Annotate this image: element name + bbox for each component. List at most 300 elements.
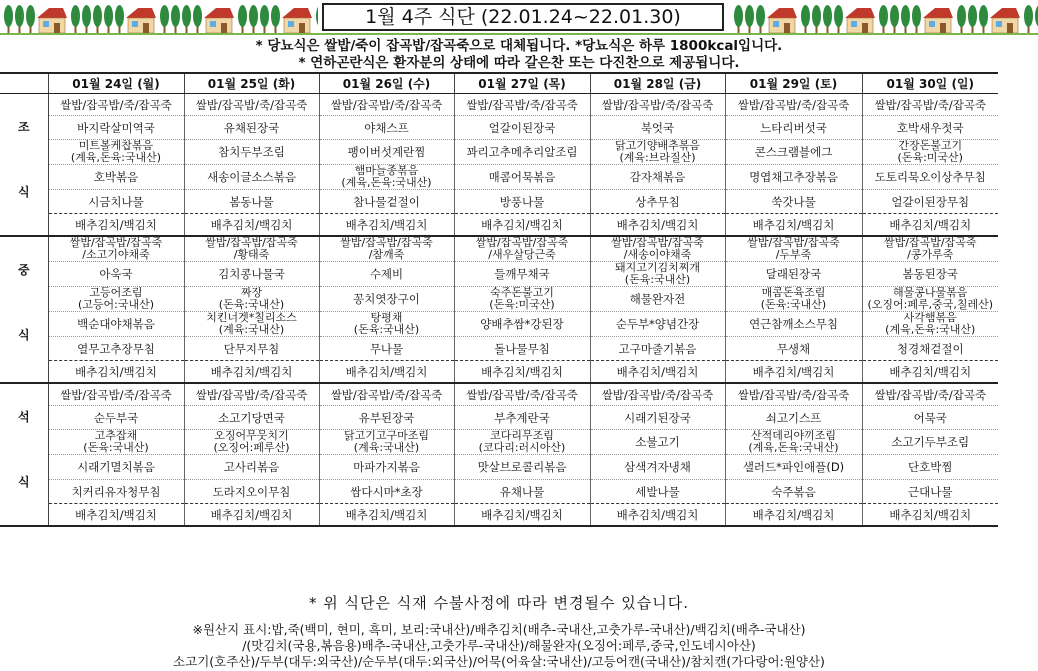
dish-name: 배추김치/백김치	[345, 507, 428, 522]
tree-icon	[756, 5, 765, 33]
tree-icon	[115, 5, 124, 33]
menu-cell	[454, 312, 590, 337]
dish-name: 감자채볶음	[629, 170, 686, 184]
dish-name: 배추김치/백김치	[75, 217, 157, 232]
menu-cell	[725, 312, 862, 337]
dish-name: 시래기된장국	[624, 410, 691, 425]
diabetes-notice: * 당뇨식은 쌀밥/죽이 잡곡밥/잡곡죽으로 대체됩니다. *당뇨식은 하루 1800kcal입니다.	[255, 38, 783, 54]
dish-name: 쌈다시마*초장	[350, 484, 423, 499]
dish-name: 쌀밥/잡곡밥/죽/잡곡죽	[195, 387, 308, 402]
menu-cell	[725, 455, 862, 480]
tree-icon	[1024, 5, 1033, 33]
menu-cell	[862, 455, 998, 480]
menu-cell	[862, 312, 998, 337]
dish-name: 배추김치/백김치	[616, 364, 699, 379]
tree-icon	[238, 5, 247, 33]
menu-cell	[725, 406, 862, 430]
dish-name: 쌀밥/잡곡밥/죽/잡곡죽	[601, 387, 714, 402]
meal-label-bottom: 식	[17, 475, 30, 489]
menu-cell	[319, 312, 454, 337]
dish-name: 햄마늘종볶음	[354, 164, 419, 177]
menu-cell	[184, 312, 319, 337]
village-decoration-left	[0, 2, 318, 34]
menu-cell	[590, 337, 725, 361]
dish-name: 쌀밥/잡곡밥/죽/잡곡죽	[330, 97, 443, 112]
dish-name: 쌀밥/잡곡밥/죽/잡곡죽	[60, 97, 172, 112]
dish-name: 삼색겨자냉채	[624, 460, 691, 474]
day-header: 01월 28일 (금)	[590, 73, 725, 94]
dish-name: 꽈리고추메추리알조림	[466, 145, 578, 159]
dish-name: 꽁치엿장구이	[353, 292, 420, 306]
dish-name: 부추계란국	[494, 410, 550, 425]
tree-icon	[879, 5, 888, 33]
dish-name: 간장돈불고기	[898, 139, 963, 152]
dish-origin: (계육:브라질산)	[619, 151, 696, 164]
menu-cell	[319, 480, 454, 504]
menu-cell	[454, 165, 590, 190]
dish-name: 열무고추장무침	[77, 341, 155, 356]
menu-row	[0, 455, 998, 480]
dish-name: 도토리묵오이상추무침	[874, 170, 986, 184]
dish-name: 고구마줄기볶음	[618, 341, 697, 356]
menu-row	[0, 116, 998, 140]
menu-cell	[319, 214, 454, 237]
menu-cell	[48, 455, 184, 480]
menu-cell	[184, 140, 319, 165]
dish-origin: /황태죽	[233, 248, 270, 261]
menu-cell	[862, 94, 998, 116]
menu-cell	[48, 190, 184, 214]
dish-name: 배추김치/백김치	[210, 217, 293, 232]
dish-name: 쌀밥/잡곡밥/죽/잡곡죽	[601, 97, 714, 112]
house-icon	[767, 8, 797, 33]
menu-cell	[862, 361, 998, 384]
tree-icon	[260, 5, 269, 33]
dish-name: 얼갈이된장무침	[891, 194, 970, 209]
menu-cell	[862, 287, 998, 312]
dish-name: 쌀밥/잡곡밥/죽/잡곡죽	[195, 97, 308, 112]
menu-cell	[319, 140, 454, 165]
menu-cell	[319, 383, 454, 406]
tree-icon	[316, 5, 318, 33]
dish-name: 해물완자전	[629, 292, 686, 306]
dish-name: 아욱국	[99, 267, 133, 281]
menu-cell	[725, 165, 862, 190]
dish-name: 청경채겉절이	[896, 341, 964, 356]
tree-icon	[801, 5, 810, 33]
menu-cell	[454, 140, 590, 165]
dish-name: 쌀밥/잡곡밥/잡곡죽	[340, 236, 433, 249]
dish-origin: (돈육:국내산)	[353, 323, 420, 336]
menu-cell	[319, 430, 454, 455]
dish-name: 단무지무침	[223, 341, 280, 356]
dish-origin: /두부죽	[775, 248, 812, 261]
day-header: 01월 30일 (일)	[862, 73, 998, 94]
dish-name: 순두부*양념간장	[615, 317, 700, 331]
menu-cell	[862, 480, 998, 504]
house-icon	[845, 8, 875, 33]
meal-label	[0, 94, 48, 237]
menu-body	[0, 94, 998, 527]
menu-cell	[48, 262, 184, 287]
dish-origin: (계육,돈육:국내산)	[341, 176, 432, 189]
dish-name: 쌀밥/잡곡밥/죽/잡곡죽	[330, 387, 443, 402]
menu-cell	[590, 262, 725, 287]
tree-icon	[171, 5, 180, 33]
menu-cell	[184, 430, 319, 455]
menu-cell	[454, 94, 590, 116]
menu-cell	[725, 504, 862, 527]
menu-cell	[725, 214, 862, 237]
dish-origin: (계육:국내산)	[353, 441, 420, 454]
origin-line: ※원산지 표시:밥,죽(백미, 현미, 흑미, 보리:국내산)/배추김치(배추-국내산,고춧가루-국내산)/백김치(배추-국내산)	[192, 622, 806, 637]
menu-cell	[184, 116, 319, 140]
dish-name: 배추김치/백김치	[616, 507, 699, 522]
dish-name: 닭고기양배추볶음	[614, 139, 700, 152]
menu-row	[0, 406, 998, 430]
menu-cell	[319, 236, 454, 262]
meal-label-top: 석	[17, 410, 30, 424]
page-title: 1월 4주 식단 (22.01.24~22.01.30)	[322, 3, 724, 31]
grass-line	[0, 33, 1038, 35]
menu-row	[0, 337, 998, 361]
dish-name: 시금치나물	[88, 194, 144, 209]
dish-name: 백순대야채볶음	[77, 317, 155, 331]
dish-name: 바지락살미역국	[77, 120, 155, 135]
dish-name: 양배추쌈*강된장	[480, 317, 564, 331]
dish-name: 매콤돈육조림	[761, 286, 826, 299]
menu-cell	[319, 455, 454, 480]
menu-cell	[454, 383, 590, 406]
tree-icon	[890, 5, 899, 33]
dish-name: 봄동된장국	[902, 267, 959, 281]
menu-cell	[48, 480, 184, 504]
menu-cell	[454, 406, 590, 430]
menu-cell	[184, 94, 319, 116]
dish-name: 쑥갓나물	[771, 194, 816, 209]
house-icon	[923, 8, 953, 33]
menu-cell	[590, 140, 725, 165]
house-icon	[204, 8, 234, 33]
change-notice: * 위 식단은 식재 수불사정에 따라 변경될수 있습니다.	[309, 594, 689, 612]
menu-cell	[48, 361, 184, 384]
dish-name: 얼갈이된장국	[488, 120, 556, 135]
dish-origin: (계육,돈육:국내산)	[70, 151, 162, 164]
dysphagia-notice: * 연하곤란식은 환자분의 상태에 따라 갈은찬 또는 다진찬으로 제공됩니다.	[298, 55, 740, 71]
dish-name: 쌀밥/잡곡밥/죽/잡곡죽	[60, 387, 172, 402]
menu-cell	[862, 116, 998, 140]
dish-name: 유채된장국	[223, 120, 280, 135]
day-header: 01월 29일 (토)	[725, 73, 862, 94]
origin-line: 소고기(호주산)/두부(대두:외국산)/순두부(대두:외국산)/어묵(어육살:국내산)/고등어캔(국내산)/참치캔(가다랑어:원양산)	[173, 654, 825, 669]
menu-cell	[48, 165, 184, 190]
tree-icon	[4, 5, 13, 33]
dish-name: 고등어조림	[89, 286, 143, 299]
menu-cell	[590, 236, 725, 262]
menu-cell	[725, 236, 862, 262]
menu-cell	[48, 287, 184, 312]
dish-name: 닭고기고구마조림	[343, 429, 429, 442]
dish-name: 오징어무뭇치기	[214, 429, 289, 442]
dish-origin: (오징어:페루,중국,칠레산)	[867, 298, 994, 311]
origin-line: /(맛김치(국용,볶음용)배추-국내산,고춧가루-국내산)/해물완자(오징어:페루,중국,인도네시아산)	[242, 638, 756, 653]
dish-origin: /새우살당근죽	[488, 248, 556, 261]
menu-cell	[48, 214, 184, 237]
meal-label	[0, 383, 48, 526]
tree-icon	[104, 5, 113, 33]
dish-name: 콘스크램블에그	[754, 145, 833, 159]
dish-name: 순두부국	[93, 410, 139, 425]
tree-icon	[901, 5, 910, 33]
dish-name: 배추김치/백김치	[481, 364, 563, 379]
dish-name: 북엇국	[640, 120, 675, 135]
menu-cell	[454, 337, 590, 361]
dish-name: 배추김치/백김치	[481, 217, 563, 232]
menu-cell	[590, 406, 725, 430]
dish-name: 쌀밥/잡곡밥/잡곡죽	[69, 236, 163, 249]
menu-row	[0, 140, 998, 165]
dish-name: 배추김치/백김치	[752, 507, 835, 522]
menu-cell	[862, 262, 998, 287]
menu-cell	[590, 430, 725, 455]
dish-origin: (코다리:러시아산)	[478, 441, 566, 454]
menu-row	[0, 236, 998, 262]
menu-cell	[454, 480, 590, 504]
menu-cell	[454, 361, 590, 384]
menu-cell	[862, 214, 998, 237]
dish-name: 쌀밥/잡곡밥/죽/잡곡죽	[737, 97, 850, 112]
header-banner	[0, 0, 1038, 36]
dish-name: 배추김치/백김치	[752, 217, 835, 232]
day-header: 01월 25일 (화)	[184, 73, 319, 94]
tree-icon	[82, 5, 91, 33]
menu-cell	[590, 190, 725, 214]
dish-name: 배추김치/백김치	[481, 507, 563, 522]
menu-cell	[184, 383, 319, 406]
menu-cell	[48, 430, 184, 455]
dish-origin: (고등어:국내산)	[77, 298, 155, 311]
dish-origin: (돈육:국내산)	[218, 298, 285, 311]
corner-cell	[0, 73, 48, 94]
menu-cell	[319, 361, 454, 384]
dish-name: 느타리버섯국	[760, 120, 827, 135]
dish-name: 쌀밥/잡곡밥/죽/잡곡죽	[466, 387, 578, 402]
menu-cell	[184, 337, 319, 361]
tree-icon	[71, 5, 80, 33]
tree-icon	[968, 5, 977, 33]
menu-cell	[590, 165, 725, 190]
menu-cell	[319, 287, 454, 312]
menu-cell	[48, 312, 184, 337]
menu-row	[0, 504, 998, 527]
meal-label	[0, 236, 48, 383]
dish-name: 시래기멸치볶음	[77, 460, 155, 474]
menu-cell	[319, 94, 454, 116]
menu-cell	[48, 383, 184, 406]
menu-cell	[184, 165, 319, 190]
tree-icon	[912, 5, 921, 33]
dish-origin: (오징어:페루산)	[213, 441, 290, 454]
menu-cell	[454, 116, 590, 140]
dish-name: 사각햄볶음	[903, 311, 957, 324]
dish-name: 어묵국	[913, 410, 947, 425]
dish-origin: /참깨죽	[368, 248, 405, 261]
dish-name: 연근참깨소스무침	[749, 317, 838, 331]
dish-name: 세발나물	[635, 484, 680, 499]
tree-icon	[271, 5, 280, 33]
menu-cell	[48, 236, 184, 262]
dish-name: 쇠고기스프	[765, 410, 822, 425]
dish-name: 호박볶음	[93, 170, 139, 184]
day-header: 01월 24일 (월)	[48, 73, 184, 94]
menu-cell	[590, 455, 725, 480]
tree-icon	[823, 5, 832, 33]
menu-cell	[590, 480, 725, 504]
menu-cell	[725, 94, 862, 116]
menu-row	[0, 214, 998, 237]
menu-cell	[184, 190, 319, 214]
dish-name: 배추김치/백김치	[616, 217, 699, 232]
meal-label-top: 중	[17, 263, 30, 277]
menu-cell	[590, 94, 725, 116]
dish-name: 쌀밥/잡곡밥/죽/잡곡죽	[874, 387, 987, 402]
dish-name: 쌀밥/잡곡밥/죽/잡곡죽	[874, 97, 987, 112]
menu-cell	[319, 116, 454, 140]
day-header-row	[0, 73, 998, 94]
menu-cell	[48, 116, 184, 140]
menu-row	[0, 94, 998, 116]
menu-cell	[184, 287, 319, 312]
dish-origin: (돈육:미국산)	[489, 298, 555, 311]
weekly-menu-table	[0, 72, 998, 527]
tree-icon	[734, 5, 743, 33]
dish-name: 유채나물	[499, 484, 545, 499]
dish-name: 배추김치/백김치	[75, 364, 157, 379]
menu-row	[0, 312, 998, 337]
menu-cell	[725, 190, 862, 214]
menu-cell	[454, 214, 590, 237]
menu-cell	[590, 312, 725, 337]
day-header: 01월 26일 (수)	[319, 73, 454, 94]
menu-cell	[454, 287, 590, 312]
dish-name: 짜장	[240, 286, 263, 299]
menu-cell	[725, 116, 862, 140]
dish-name: 쌀밥/잡곡밥/잡곡죽	[205, 236, 298, 249]
menu-row	[0, 262, 998, 287]
menu-cell	[454, 430, 590, 455]
dish-name: 맛살브로콜리볶음	[477, 460, 567, 474]
dish-name: 봄동나물	[229, 194, 274, 209]
tree-icon	[957, 5, 966, 33]
menu-cell	[725, 430, 862, 455]
dish-name: 참치두부조림	[218, 145, 285, 159]
dish-name: 수제비	[369, 267, 404, 281]
menu-cell	[184, 480, 319, 504]
dish-name: 배추김치/백김치	[75, 507, 157, 522]
menu-cell	[454, 455, 590, 480]
dish-name: 도라지오이무침	[212, 484, 291, 499]
menu-cell	[454, 190, 590, 214]
menu-cell	[319, 190, 454, 214]
dish-name: 배추김치/백김치	[889, 507, 972, 522]
house-icon	[126, 8, 156, 33]
menu-cell	[862, 383, 998, 406]
menu-cell	[862, 190, 998, 214]
dish-name: 쌀밥/잡곡밥/잡곡죽	[884, 236, 977, 249]
dish-name: 명엽채고추장볶음	[749, 170, 838, 184]
tree-icon	[979, 5, 988, 33]
dish-origin: /소고기야채죽	[82, 248, 150, 261]
menu-cell	[590, 214, 725, 237]
dish-name: 쌀밥/잡곡밥/잡곡죽	[475, 236, 569, 249]
menu-row	[0, 430, 998, 455]
menu-cell	[319, 337, 454, 361]
menu-cell	[48, 94, 184, 116]
menu-cell	[862, 337, 998, 361]
dish-name: 들깨무채국	[494, 267, 550, 281]
menu-cell	[184, 504, 319, 527]
dish-name: 배추김치/백김치	[752, 364, 835, 379]
menu-row	[0, 165, 998, 190]
dish-name: 탕평채	[370, 311, 403, 324]
menu-cell	[725, 361, 862, 384]
meal-label-bottom: 식	[17, 185, 30, 199]
menu-row	[0, 287, 998, 312]
dish-origin: (계육:국내산)	[218, 323, 285, 336]
menu-cell	[862, 430, 998, 455]
dish-name: 치커리유자청무침	[71, 484, 161, 499]
menu-cell	[862, 504, 998, 527]
menu-cell	[590, 287, 725, 312]
menu-cell	[862, 236, 998, 262]
dish-name: 산적데리야끼조림	[750, 429, 836, 442]
origin-labels	[0, 622, 998, 670]
tree-icon	[812, 5, 821, 33]
house-icon	[37, 8, 67, 33]
dish-name: 배추김치/백김치	[210, 507, 293, 522]
menu-cell	[725, 287, 862, 312]
menu-cell	[725, 262, 862, 287]
menu-cell	[184, 214, 319, 237]
menu-cell	[590, 361, 725, 384]
dish-name: 고사리볶음	[223, 460, 280, 474]
dish-name: 치킨너겟*칠리소스	[206, 311, 297, 324]
dish-name: 소고기두부조림	[891, 435, 970, 449]
menu-row	[0, 190, 998, 214]
dish-name: 배추김치/백김치	[210, 364, 293, 379]
dish-name: 무생채	[776, 341, 811, 356]
dish-name: 코다리무조림	[490, 429, 554, 442]
menu-cell	[48, 337, 184, 361]
menu-cell	[319, 165, 454, 190]
dish-origin: (계육,돈육:국내산)	[748, 441, 839, 454]
dish-origin: (돈육:국내산)	[624, 273, 691, 286]
menu-cell	[319, 504, 454, 527]
dish-origin: (돈육:국내산)	[83, 441, 149, 454]
dish-name: 배추김치/백김치	[345, 364, 428, 379]
menu-cell	[862, 140, 998, 165]
menu-cell	[590, 383, 725, 406]
menu-row	[0, 383, 998, 406]
dish-name: 새송이글소스볶음	[207, 170, 296, 184]
dish-name: 매콤어묵볶음	[488, 170, 556, 184]
day-header: 01월 27일 (목)	[454, 73, 590, 94]
menu-cell	[184, 455, 319, 480]
dish-name: 고추잡채	[94, 429, 138, 442]
menu-row	[0, 361, 998, 384]
dish-name: 야채스프	[364, 120, 409, 135]
menu-cell	[184, 406, 319, 430]
